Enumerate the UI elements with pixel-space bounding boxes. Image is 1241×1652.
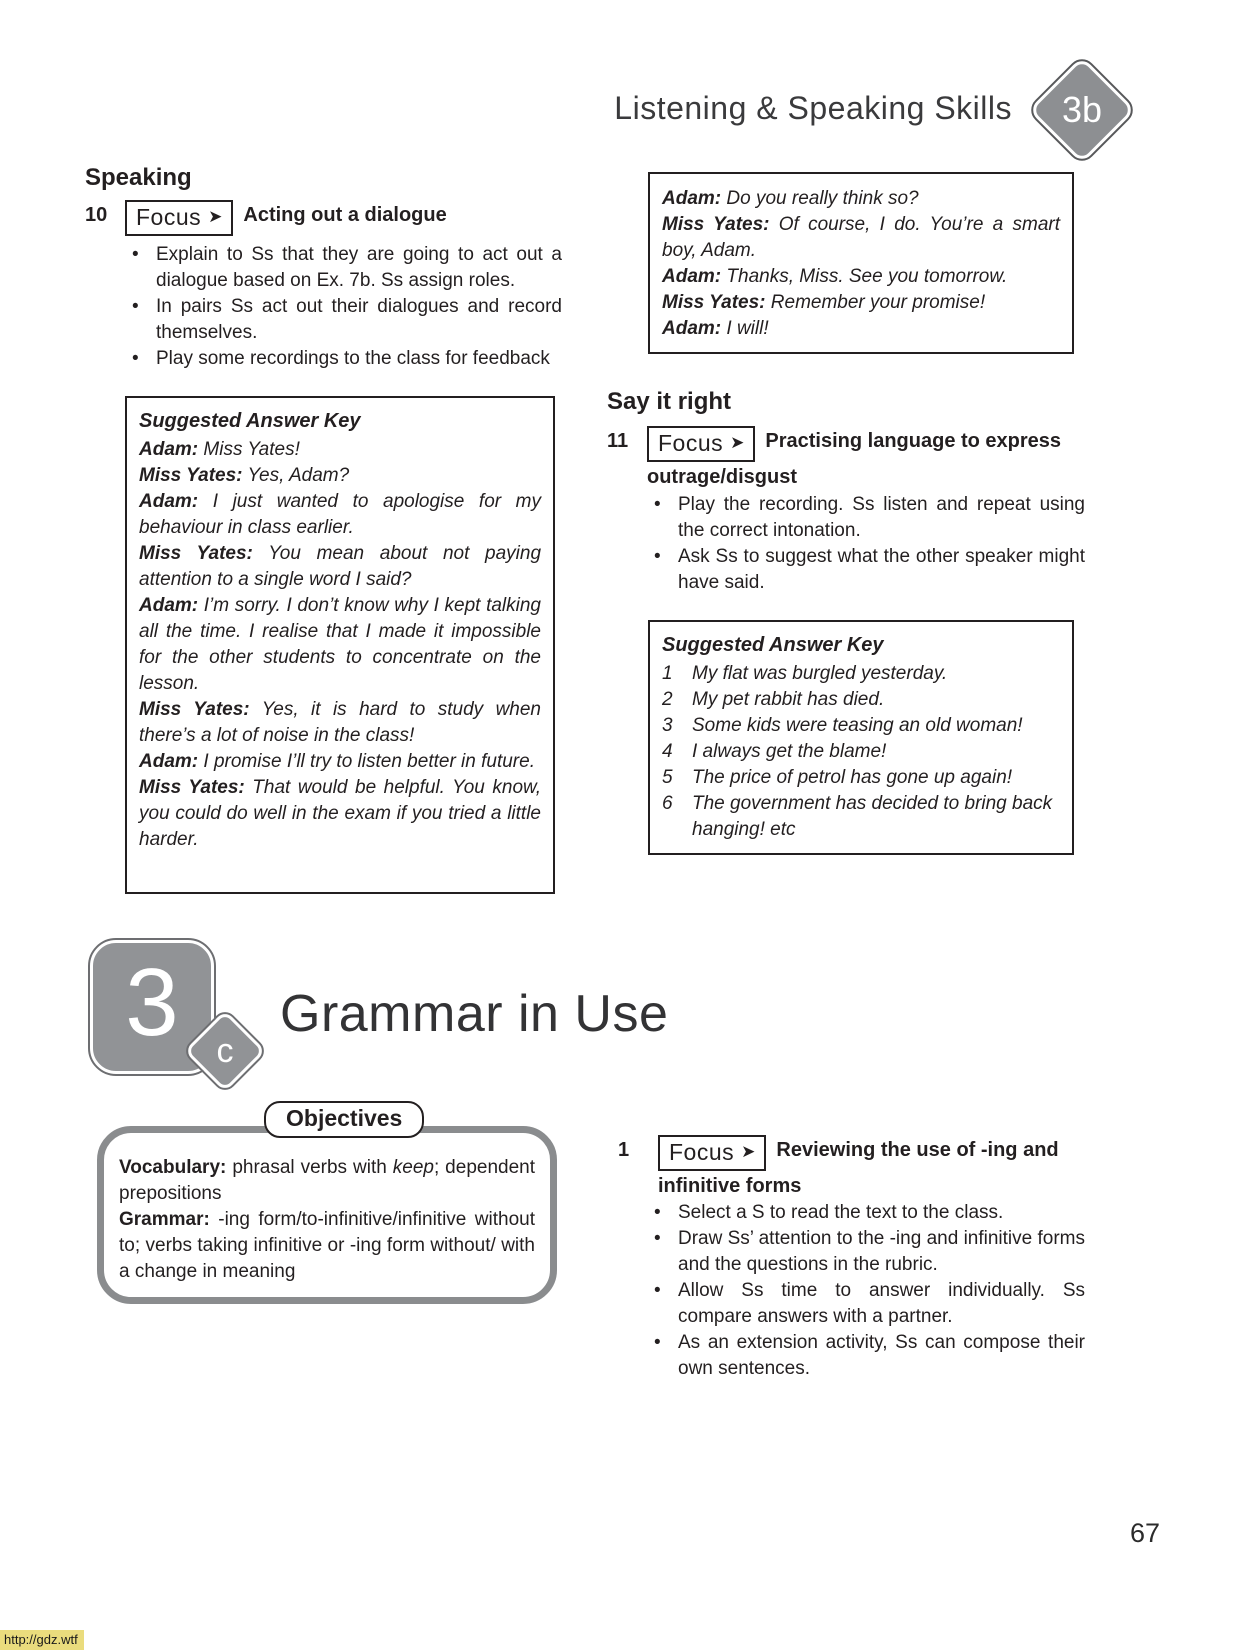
focus-heading — [658, 1135, 1093, 1201]
focus-title: Acting out a dialogue — [243, 204, 447, 226]
focus-box — [658, 1135, 766, 1171]
objectives-tab: Objectives — [264, 1101, 424, 1138]
bullet-item: • As an extension activity, Ss can compose their own sentences. — [652, 1330, 1085, 1382]
dialogue-line: Miss Yates: Yes, Adam? — [139, 465, 350, 486]
exercise-number: 1 — [618, 1139, 630, 1161]
bullet-item: • Ask Ss to suggest what the other speaker might have said. — [652, 544, 1085, 596]
answer-key-box-right — [648, 620, 1074, 855]
bullet-item: • Play the recording. Ss listen and repeat using the correct intonation. — [652, 492, 1085, 544]
say-it-right-exercise-11 — [607, 426, 1082, 492]
exercise-number: 11 — [607, 430, 629, 452]
focus-label: Focus — [669, 1139, 735, 1165]
bullet-item: • Allow Ss time to answer individually. Ss compare answers with a partner. — [652, 1278, 1085, 1330]
focus-heading — [125, 200, 447, 236]
exercise-number: 10 — [85, 204, 108, 226]
dialogue-line: Miss Yates: Yes, it is hard to study when there’s a lot of noise in the class! — [139, 699, 541, 746]
answer-key-item: 2 My pet rabbit has died. — [662, 689, 885, 710]
dialogue-line: Adam: I’m sorry. I don’t know why I kept talking all the time. I realise that I made it impossible for the other students to concentrate on the lesson. — [139, 595, 541, 694]
bullet-item: • Select a S to read the text to the class. — [652, 1200, 1085, 1226]
dialogue-line: Adam: Miss Yates! — [139, 439, 300, 460]
bullet-item: • In pairs Ss act out their dialogues and record themselves. — [130, 294, 562, 346]
focus-title: Reviewing the use of -ing and infinitive forms — [658, 1139, 1059, 1197]
page-title: Listening & Speaking Skills — [614, 90, 1012, 126]
module-badge-3b — [1028, 56, 1135, 163]
module-badge-label: 3b — [1061, 88, 1103, 130]
watermark-url: http://gdz.wtf — [0, 1630, 84, 1650]
grammar-exercise-1 — [618, 1135, 1093, 1201]
answer-key-item: 6 The government has decided to bring back hanging! etc — [662, 793, 1053, 840]
answer-key-item: 4 I always get the blame! — [662, 741, 887, 762]
focus-box — [125, 200, 233, 236]
objectives-grammar: Grammar: -ing form/to-infinitive/infinitive without to; verbs taking infinitive or -ing form without/ with a change in meaning — [119, 1209, 535, 1282]
focus-box — [647, 426, 755, 462]
focus-heading — [647, 426, 1077, 492]
focus-label: Focus — [658, 430, 724, 456]
say-it-right-bullet-list — [652, 492, 1085, 596]
objectives-vocabulary: Vocabulary: phrasal verbs with keep; dependent prepositions — [119, 1157, 535, 1204]
bullet-item: • Draw Ss’ attention to the -ing and infinitive forms and the questions in the rubric. — [652, 1226, 1085, 1278]
dialogue-line: Miss Yates: Remember your promise! — [662, 292, 986, 313]
dialogue-line: Miss Yates: You mean about not paying attention to a single word I said? — [139, 543, 542, 590]
answer-key-item: 5 The price of petrol has gone up again! — [662, 767, 1013, 788]
objectives-box — [97, 1126, 557, 1304]
dialogue-line: Adam: I will! — [662, 318, 769, 339]
section-title: Grammar in Use — [280, 985, 669, 1043]
module-number: 3 — [125, 949, 179, 1056]
dialogue-line: Adam: I just wanted to apologise for my behaviour in class earlier. — [139, 491, 542, 538]
dialogue-line: Adam: I promise I’ll try to listen better in future. — [139, 751, 535, 772]
dialogue-line: Miss Yates: Of course, I do. You’re a smart boy, Adam. — [662, 214, 1060, 261]
focus-arrow-icon: ➤ — [208, 207, 223, 226]
dialogue-line: Miss Yates: That would be helpful. You know, you could do well in the exam if you tried a little harder. — [139, 777, 541, 850]
focus-arrow-icon: ➤ — [730, 433, 745, 452]
grammar-bullet-list — [652, 1200, 1085, 1382]
answer-key-box-left — [125, 396, 555, 894]
focus-label: Focus — [136, 204, 202, 230]
page-number: 67 — [1129, 1518, 1160, 1548]
speaking-exercise-10 — [85, 200, 563, 236]
answer-key-item: 3 Some kids were teasing an old woman! — [662, 715, 1023, 736]
dialogue-box — [648, 172, 1074, 354]
answer-key-title: Suggested Answer Key — [139, 410, 361, 432]
focus-arrow-icon: ➤ — [741, 1142, 756, 1161]
answer-key-item: 1 My flat was burgled yesterday. — [662, 663, 948, 684]
bullet-item: • Play some recordings to the class for feedback — [130, 346, 562, 372]
dialogue-line: Adam: Thanks, Miss. See you tomorrow. — [662, 266, 1008, 287]
module-letter: c — [216, 1031, 234, 1070]
dialogue-line: Adam: Do you really think so? — [662, 188, 919, 209]
speaking-heading: Speaking — [85, 164, 192, 191]
speaking-bullet-list — [130, 242, 562, 372]
bullet-item: • Explain to Ss that they are going to act out a dialogue based on Ex. 7b. Ss assign roles. — [130, 242, 562, 294]
focus-title: Practising language to express outrage/disgust — [647, 430, 1062, 488]
answer-key-title: Suggested Answer Key — [662, 634, 884, 656]
say-it-right-heading: Say it right — [607, 388, 732, 415]
